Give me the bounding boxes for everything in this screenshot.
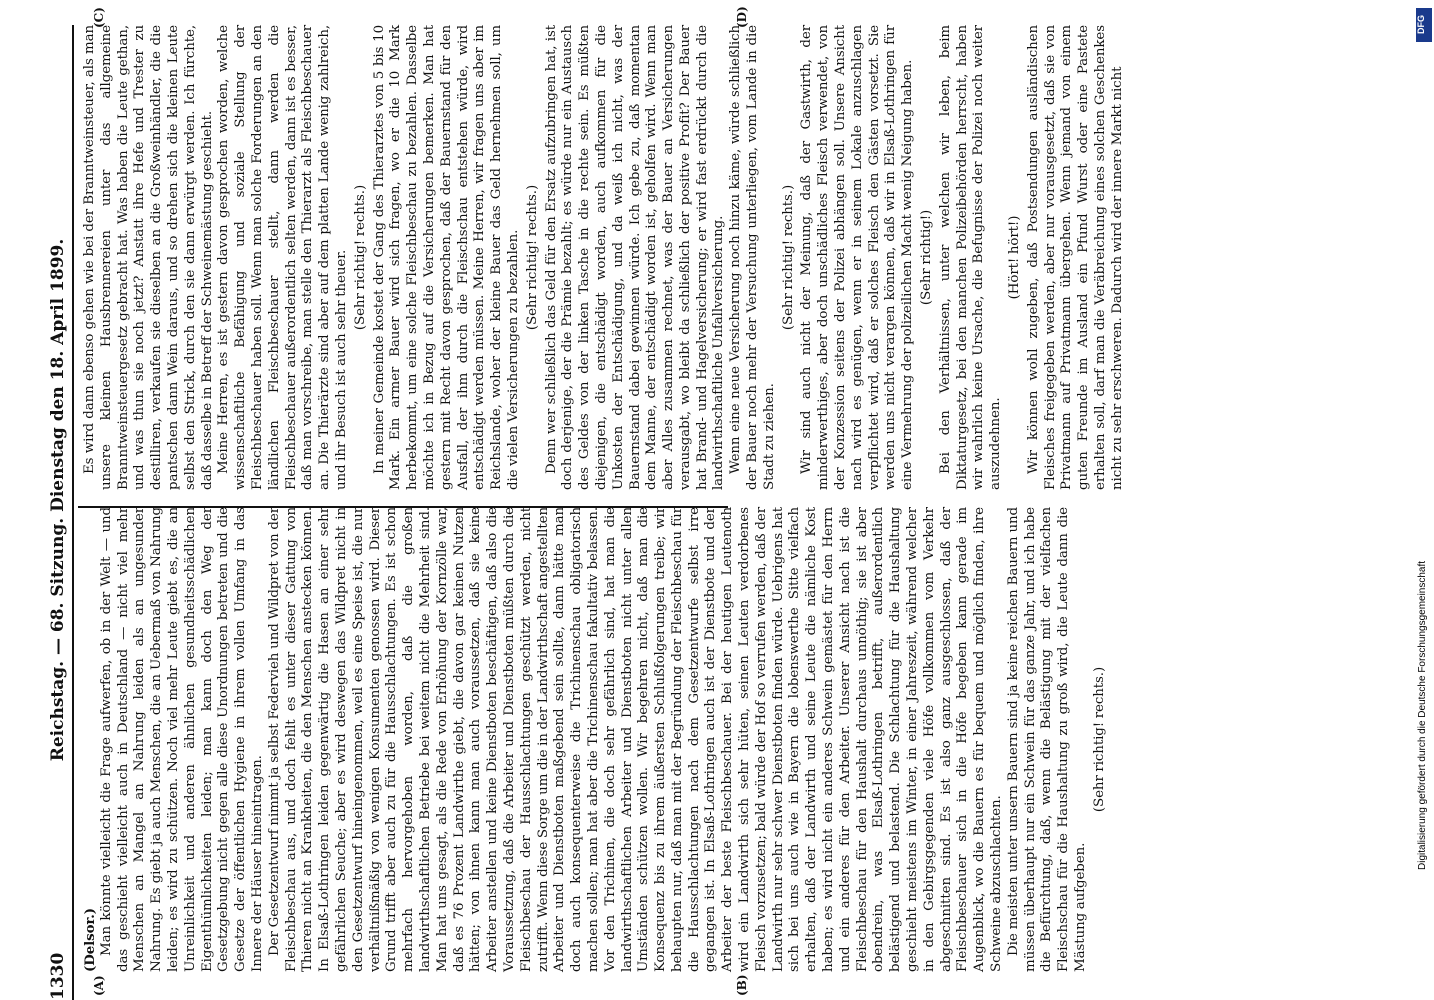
interjection: (Sehr richtig! rechts.) [524,184,540,331]
paragraph: In meiner Gemeinde kostet der Gang des Thierarztes von 5 bis 10 Mark. Ein armer Bauer wird sich fragen, wo er die 10 Mark herbekommt, um eine solche Fleischbeschau zu bezahlen. Dasselbe möchte ich in Bezug auf die Versicherungen bemerken. Man hat gestern mit Recht davon gesprochen, daß der Bauernstand für den Ausfall, der ihm durch die Fleischschau entstehen würde, wird entschädigt werden müssen. Meine Herren, wir fragen uns aber im Reichslande, woher der kleine Bauer das Geld hernehmen soll, um die vielen Versicherungen zu bezahlen. [371,25,521,490]
header-rule [72,25,74,1000]
paragraph: Wir können wohl zugeben, daß Postsendungen ausländischen Fleisches freigegeben werden, aber nur vorausgesetzt, daß sie von Privatmann auf Privatmann übergehen. Wenn jemand von einem guten Freunde im Ausland ein Pfund Wurst oder eine Pastete erhalten soll, darf man die Veräbreichung eines solchen Geschenkes nicht zu sehr erschweren. Dadurch wird der innere Markt nicht [1025,25,1125,490]
right-column [82,25,1125,490]
paragraph: Die meisten unter unsern Bauern sind ja keine reichen Bauern und müssen überhaupt nur ein Schwein für das ganze Jahr, und ich habe die Befürchtung, daß, wenn die Belästigung mit der vielfachen Fleischschau für die Haushaltung zu groß wird, die Leute dann die Mästung aufgeben. [1005,507,1089,972]
page-number: 1330 [48,952,68,1000]
paragraph: Denn wer schließlich das Geld für den Ersatz aufzubringen hat, ist doch derjenige, der die Prämie bezahlt; es würde nur ein Austausch des Geldes von der linken Tasche in die rechte sein. Es müßten diejenigen, die entschädigt worden, auch aufkommen für die Unkosten der Entschädigung, und da weiß ich nicht, was der Bauernstand dabei gewinnen würde. Ich gebe zu, daß momentan dem Manne, der entschädigt worden ist, geholfen wird. Wenn man aber Alles zusammen rechnet, was der Bauer an Versicherungen verausgabt, wo bleibt da schließlich der positive Profit? Der Bauer hat Brand- und Hagelversicherung; er wird fast erdrückt durch die landwirthschaftliche Unfallversicherung. [543,25,727,490]
paragraph: Wenn eine neue Versicherung noch hinzu käme, würde schließlich der Bauer noch mehr der Versuchung unterliegen, vom Lande in die Stadt zu ziehen. [728,25,777,490]
margin-mark-b: (B) [735,974,749,996]
interjection: (Hört! hört!) [1007,215,1023,300]
speaker-label: (Delsor.) [82,908,98,972]
margin-mark-d: (D) [735,6,749,28]
paragraph: Der Gesetzentwurf nimmt ja selbst Federvieh und Wildpret von der Fleischbeschau aus, und doch fehlt es unter dieser Gattung von Thieren nicht an Krankheiten, die den Menschen anstecken können. In Elsaß-Lothringen leiden gegenwärtig die Hasen an einer sehr gefährlichen Seuche; aber es wird deswegen das Wildpret nicht in den Gesetzentwurf hineingenommen, weil es eine Speise ist, die nur verhältnißmäßig von wenigen Konsumenten genossen wird. Dieser Grund trifft aber auch zu für die Hausschlachtungen. Es ist schon mehrfach hervorgehoben worden, daß die großen landwirthschaftlichen Betriebe bei weitem nicht die Mehrheit sind. Man hat uns gesagt, als die Rede von Erhöhung der Kornzölle war, daß es 76 Prozent Landwirthe giebt, die davon gar keinen Nutzen hätten; von ihnen kann man auch voraussetzen, daß sie keine Arbeiter anstellen und keine Dienstboten beschäftigen, daß also die Voraussetzung, daß die Arbeiter und Dienstboten müßten durch die Fleischbeschau der Hausschlachtungen geschützt werden, nicht zutrifft. Wenn diese Sorge um die in der Landwirthschaft angestellten Arbeiter und Dienstboten maßgebend sein sollte, dann hätte man doch auch konsequenterweise die Trichinenschau obligatorisch machen sollen; man hat aber die Trichinenschau fakultativ belassen. Vor den Trichinen, die doch sehr gefährlich sind, hat man die landwirthschaftlichen Arbeiter und Dienstboten nicht unter allen Umständen schützen wollen. Wir begehren nicht, daß man die Konsequenz bis zu ihrem äußersten Schlußfolgerungen treibe; wir behaupten nur, daß man mit der Begründung der Fleischbeschau für die Hausschlachtungen nach dem Gesetzentwurfe selbst irre gegangen ist. In Elsaß-Lothringen auch ist der Dienstbote und der Arbeiter der beste Fleischbeschauer. Bei der heutigen Leutenoth wird ein Landwirth sich sehr hüten, seinen Leuten verdorbenes Fleisch vorzusetzen; bald würde der Hof so verrufen werden, daß der Landwirth nur sehr schwer Dienstboten finden würde. Uebrigens hat sich bei uns auch wie in Bayern die lobenswerthe Sitte vielfach erhalten, daß der Landwirth und seine Leute die nämliche Kost haben; es wird nicht ein anderes Schwein gemästet für den Herrn und ein anderes für den Arbeiter. Unserer Ansicht nach ist die Fleischbeschau für den Haushalt durchaus unnöthig; sie ist aber obendrein, was Elsaß-Lothringen betrifft, außerordentlich belästigend und belastend. Die Schlachtung für die Haushaltung geschieht meistens im Winter, in einer Jahreszeit, während welcher in den Gebirgsgegenden viele Höfe vollkommen vom Verkehr abgeschnitten sind. Es ist also ganz ausgeschlossen, daß der Fleischbeschauer sich in die Höfe begeben kann gerade im Augenblick, wo die Bauern es für bequem und möglich finden, ihre Schweine abzuschlachten. [266,507,1005,972]
dfg-logo: DFG [1416,8,1432,42]
left-column [82,507,1107,972]
paragraph: Bei den Verhältnissen, unter welchen wir leben, beim Diktaturgesetz, bei den manchen Polizeibehörden herrscht, haben wir wahrlich keine Ursache, die Befugnisse der Polizei noch weiter auszudehnen. [937,25,1004,490]
digitization-note: Digitalisierung gefördert durch die Deutsche Forschungsgemeinschaft [1417,560,1428,870]
margin-mark-c: (C) [92,7,106,28]
paragraph: Meine Herren, es ist gestern davon gesprochen worden, welche wissenschaftliche Befähigung und soziale Stellung der Fleischbeschauer haben soll. Wenn man solche Forderungen an den ländlichen Fleischbeschauer stellt, dann werden die Fleischbeschauer außerordentlich selten werden, dann ist es besser, daß man vorschreibe, man stelle den Thierarzt als Fleischbeschauer an. Die Thierärzte sind aber auf dem platten Lande wenig zahlreich, und ihr Besuch ist auch sehr theuer. [216,25,349,490]
interjection: (Sehr richtig! rechts.) [780,184,796,331]
running-title: Reichstag. — 68. Sitzung. Dienstag den 18. April 1899. [48,238,68,762]
page-header [40,25,80,1000]
interjection: (Sehr richtig! rechts.) [1091,666,1107,813]
paragraph: Wir sind auch nicht der Meinung, daß der Gastwirth, der minderwerthiges, aber doch unschädliches Fleisch verwendet, von der Konzession seitens der Polizei abhängen soll. Unsere Ansicht nach wird es genügen, wenn er in seinem Lokale anzuschlagen verpflichtet wird, daß er solches Fleisch den Gästen vorsetzt. Sie werden uns nicht verargen können, daß wir in Elsaß-Lothringen für eine Vermehrung der polizeilichen Macht wenig Neigung haben. [799,25,916,490]
interjection: (Sehr richtig!) [919,209,935,306]
interjection: (Sehr richtig! rechts.) [352,184,368,331]
margin-mark-a: (A) [92,975,106,996]
paragraph: Man könnte vielleicht die Frage aufwerfen, ob in der Welt — und das geschieht vielleicht auch in Deutschland — nicht viel mehr Menschen an Mangel an Nahrung leiden als an ungesunder Nahrung. Es giebt ja auch Menschen, die an Uebermaß von Nahrung leiden; es wird zu schützen. Noch viel mehr Leute giebt es, die an Unreinlichkeit und anderen ähnlichen gesundheitsschädlichen Eigenthümlichkeiten leiden; man kann doch den Weg der Gesetzgebung nicht gegen alle diese Unordnungen betreten und die Gesetze der öffentlichen Hygiene in ihrem vollen Umfang in das Innere der Häuser hineintragen. [98,507,265,972]
paragraph: Es wird dann ebenso gehen wie bei der Branntweinsteuer, als man unsere kleinen Hausbrennereien unter das allgemeine Branntweinsteuergesetz gebracht hat. Was haben die Leute gethan, und was thun sie noch jetzt? Anstatt ihre Hefe und Trester zu destilliren, verkaufen sie dieselben an die Großweinhändler, die die pantschen dann Wein daraus, und so drehen sich die kleinen Leute selbst den Strick, durch den sie dann erwürgt werden. Ich fürchte, daß dasselbe in Betreff der Schweinemästung geschieht. [82,25,215,490]
